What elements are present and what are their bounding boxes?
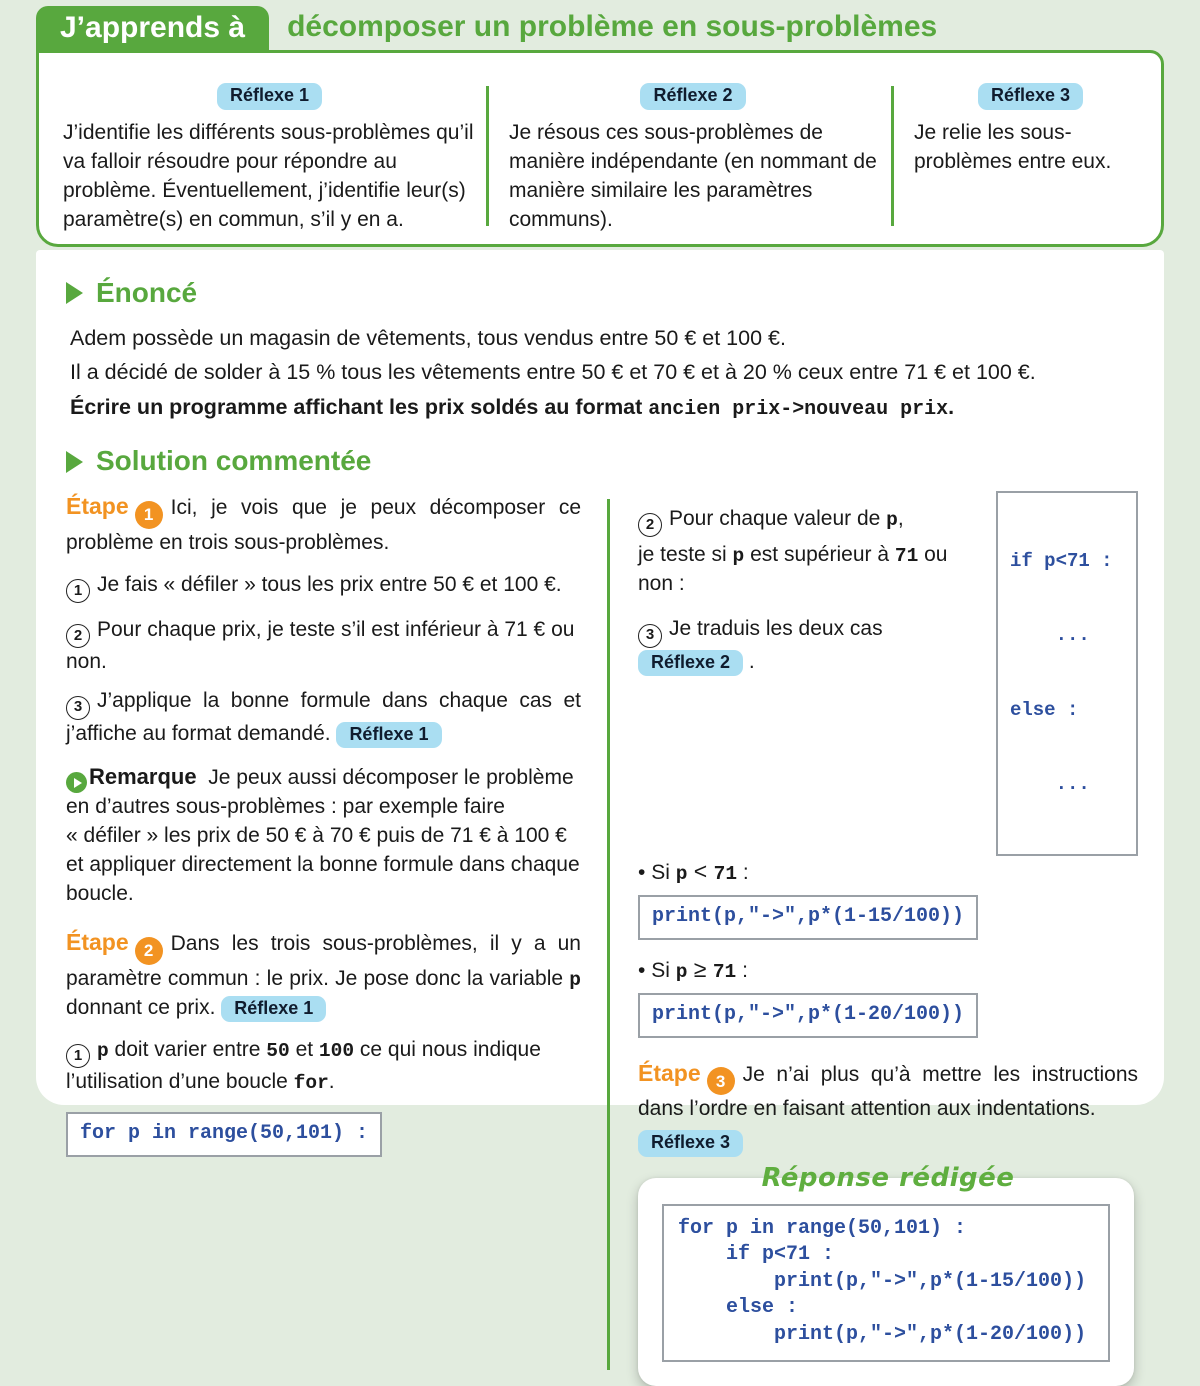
reflex-column-1 xyxy=(39,83,486,244)
section-arrow-icon xyxy=(66,282,83,304)
reflex-3-text: Je relie les sous-problèmes entre eux. xyxy=(914,120,1112,173)
circled-number-3: 3 xyxy=(638,624,662,648)
circled-number-2: 2 xyxy=(66,624,90,648)
inline-code-for: for xyxy=(293,1072,329,1095)
inline-code-p: p xyxy=(97,1039,109,1062)
remark-paragraph: Remarque Je peux aussi décomposer le problème en d’autres sous-problèmes : par exemple faire « défiler » les prix de 50 € à 70 € puis de 71 € à 100 € et appliquer directement la bonne formule dans chaque boucle. xyxy=(66,763,580,906)
reflex-2-badge: Réflexe 2 xyxy=(640,83,745,110)
reponse-redigee-heading: Réponse rédigée xyxy=(761,1163,1015,1194)
reflex-3-inline-badge-row xyxy=(638,1130,1138,1157)
circled-number-1: 1 xyxy=(66,1044,90,1068)
case-ge-71: • Si p ≥ 71 : xyxy=(638,955,748,983)
etape-2-paragraph: Étape 2 Dans les trois sous-problèmes, il y a un paramètre commun : le prix. Je pose donc la variable p donnant ce prix. Réflexe 1 xyxy=(66,927,581,1023)
circled-number-1: 1 xyxy=(66,579,90,603)
main-content-card xyxy=(36,250,1164,1346)
solution-right-column xyxy=(638,491,1138,1386)
reflex-1-badge-wrap xyxy=(63,83,476,110)
step-item-2: 2 Pour chaque prix, je teste s’il est inférieur à 71 € ou non. xyxy=(66,618,575,674)
enonce-line-1: Adem possède un magasin de vêtements, tous vendus entre 50 € et 100 €. xyxy=(70,325,786,350)
reflex-3-badge-wrap xyxy=(914,83,1147,110)
reflex-1-text: J’identifie les différents sous-problèmes qu’il va falloir résoudre pour répondre au problème. Éventuellement, j’identifie leur(s) paramètre(s) en commun, s’il y en a. xyxy=(63,120,474,231)
circled-number-2: 2 xyxy=(638,513,662,537)
lesson-badge: J’apprends à xyxy=(36,6,269,50)
step-item-1b: 1 p doit varier entre 50 et 100 ce qui nous indique l’utilisation d’une boucle for. xyxy=(66,1037,541,1095)
lesson-title: décomposer un problème en sous-problèmes xyxy=(287,10,938,43)
reponse-card xyxy=(638,1178,1134,1386)
reflex-1-inline-badge: Réflexe 1 xyxy=(336,722,441,749)
etape-1-number: 1 xyxy=(135,501,163,529)
step-item-3: 3 J’applique la bonne formule dans chaque cas et j’affiche au format demandé. Réflexe 1 xyxy=(66,687,581,748)
code-box-for-loop: for p in range(50,101) : xyxy=(66,1112,382,1157)
play-icon xyxy=(66,772,87,793)
step-item-1: 1 Je fais « défiler » tous les prix entre 50 € et 100 €. xyxy=(66,571,581,603)
enonce-heading: Énoncé xyxy=(66,278,1138,309)
enonce-line-2: Il a décidé de solder à 15 % tous les vêtements entre 50 € et 70 € et à 20 % ceux entre 71 € et 100 €. xyxy=(70,360,1036,385)
reflex-1-inline-badge: Réflexe 1 xyxy=(221,996,326,1023)
inline-code-100: 100 xyxy=(318,1039,355,1062)
case-lt-71: • Si p < 71 : xyxy=(638,857,749,885)
solution-left-column xyxy=(66,491,581,1386)
reflex-2-inline-badge: Réflexe 2 xyxy=(638,650,743,677)
reflex-2-badge-wrap xyxy=(509,83,877,110)
reflex-1-badge: Réflexe 1 xyxy=(217,83,322,110)
page-header xyxy=(36,6,937,50)
section-arrow-icon xyxy=(66,451,83,473)
etape-3-number: 3 xyxy=(707,1067,735,1095)
code-box-print-20: print(p,"->",p*(1-20/100)) xyxy=(638,993,978,1038)
inline-code-50: 50 xyxy=(266,1039,290,1062)
inline-code-p: p xyxy=(569,968,581,991)
column-divider xyxy=(607,499,610,1370)
final-code-box: for p in range(50,101) : if p<71 : print(p,"->",p*(1-15/100)) else : print(p,"->",p*(1-20/100)) xyxy=(662,1204,1110,1362)
reflex-3-inline-badge: Réflexe 3 xyxy=(638,1130,743,1157)
enonce-line-3: Écrire un programme affichant les prix soldés au format ancien prix->nouveau prix. xyxy=(70,394,955,421)
code-box-print-15: print(p,"->",p*(1-15/100)) xyxy=(638,895,978,940)
etape-3-paragraph: Étape 3 Je n’ai plus qu’à mettre les instructions dans l’ordre en faisant attention aux indentations. xyxy=(638,1059,1138,1121)
reflex-3-badge: Réflexe 3 xyxy=(978,83,1083,110)
solution-heading: Solution commentée xyxy=(66,446,1138,477)
etape-2-number: 2 xyxy=(135,937,163,965)
step-item-3-right: 3 Je traduis les deux cas Réflexe 2 . xyxy=(638,615,988,676)
reflex-2-text: Je résous ces sous-problèmes de manière indépendante (en nommant de manière similaire les paramètres communs). xyxy=(509,120,877,231)
circled-number-3: 3 xyxy=(66,696,90,720)
reflex-summary-box xyxy=(36,50,1164,247)
code-box-if-else-skeleton: if p<71 : ... else : ... xyxy=(996,491,1138,856)
right-top-row xyxy=(638,491,1138,856)
reflex-column-3 xyxy=(894,83,1161,244)
solution-columns xyxy=(66,491,1138,1386)
inline-code-format: ancien prix->nouveau prix xyxy=(648,397,949,421)
etape-1-paragraph: Étape 1 Ici, je vois que je peux décomposer ce problème en trois sous-problèmes. xyxy=(66,493,581,554)
reflex-column-2 xyxy=(489,83,891,244)
step-item-2-right: 2 Pour chaque valeur de p, je teste si p est supérieur à 71 ou non : 3 Je traduis les deux cas Réflexe 2 . xyxy=(638,505,988,687)
